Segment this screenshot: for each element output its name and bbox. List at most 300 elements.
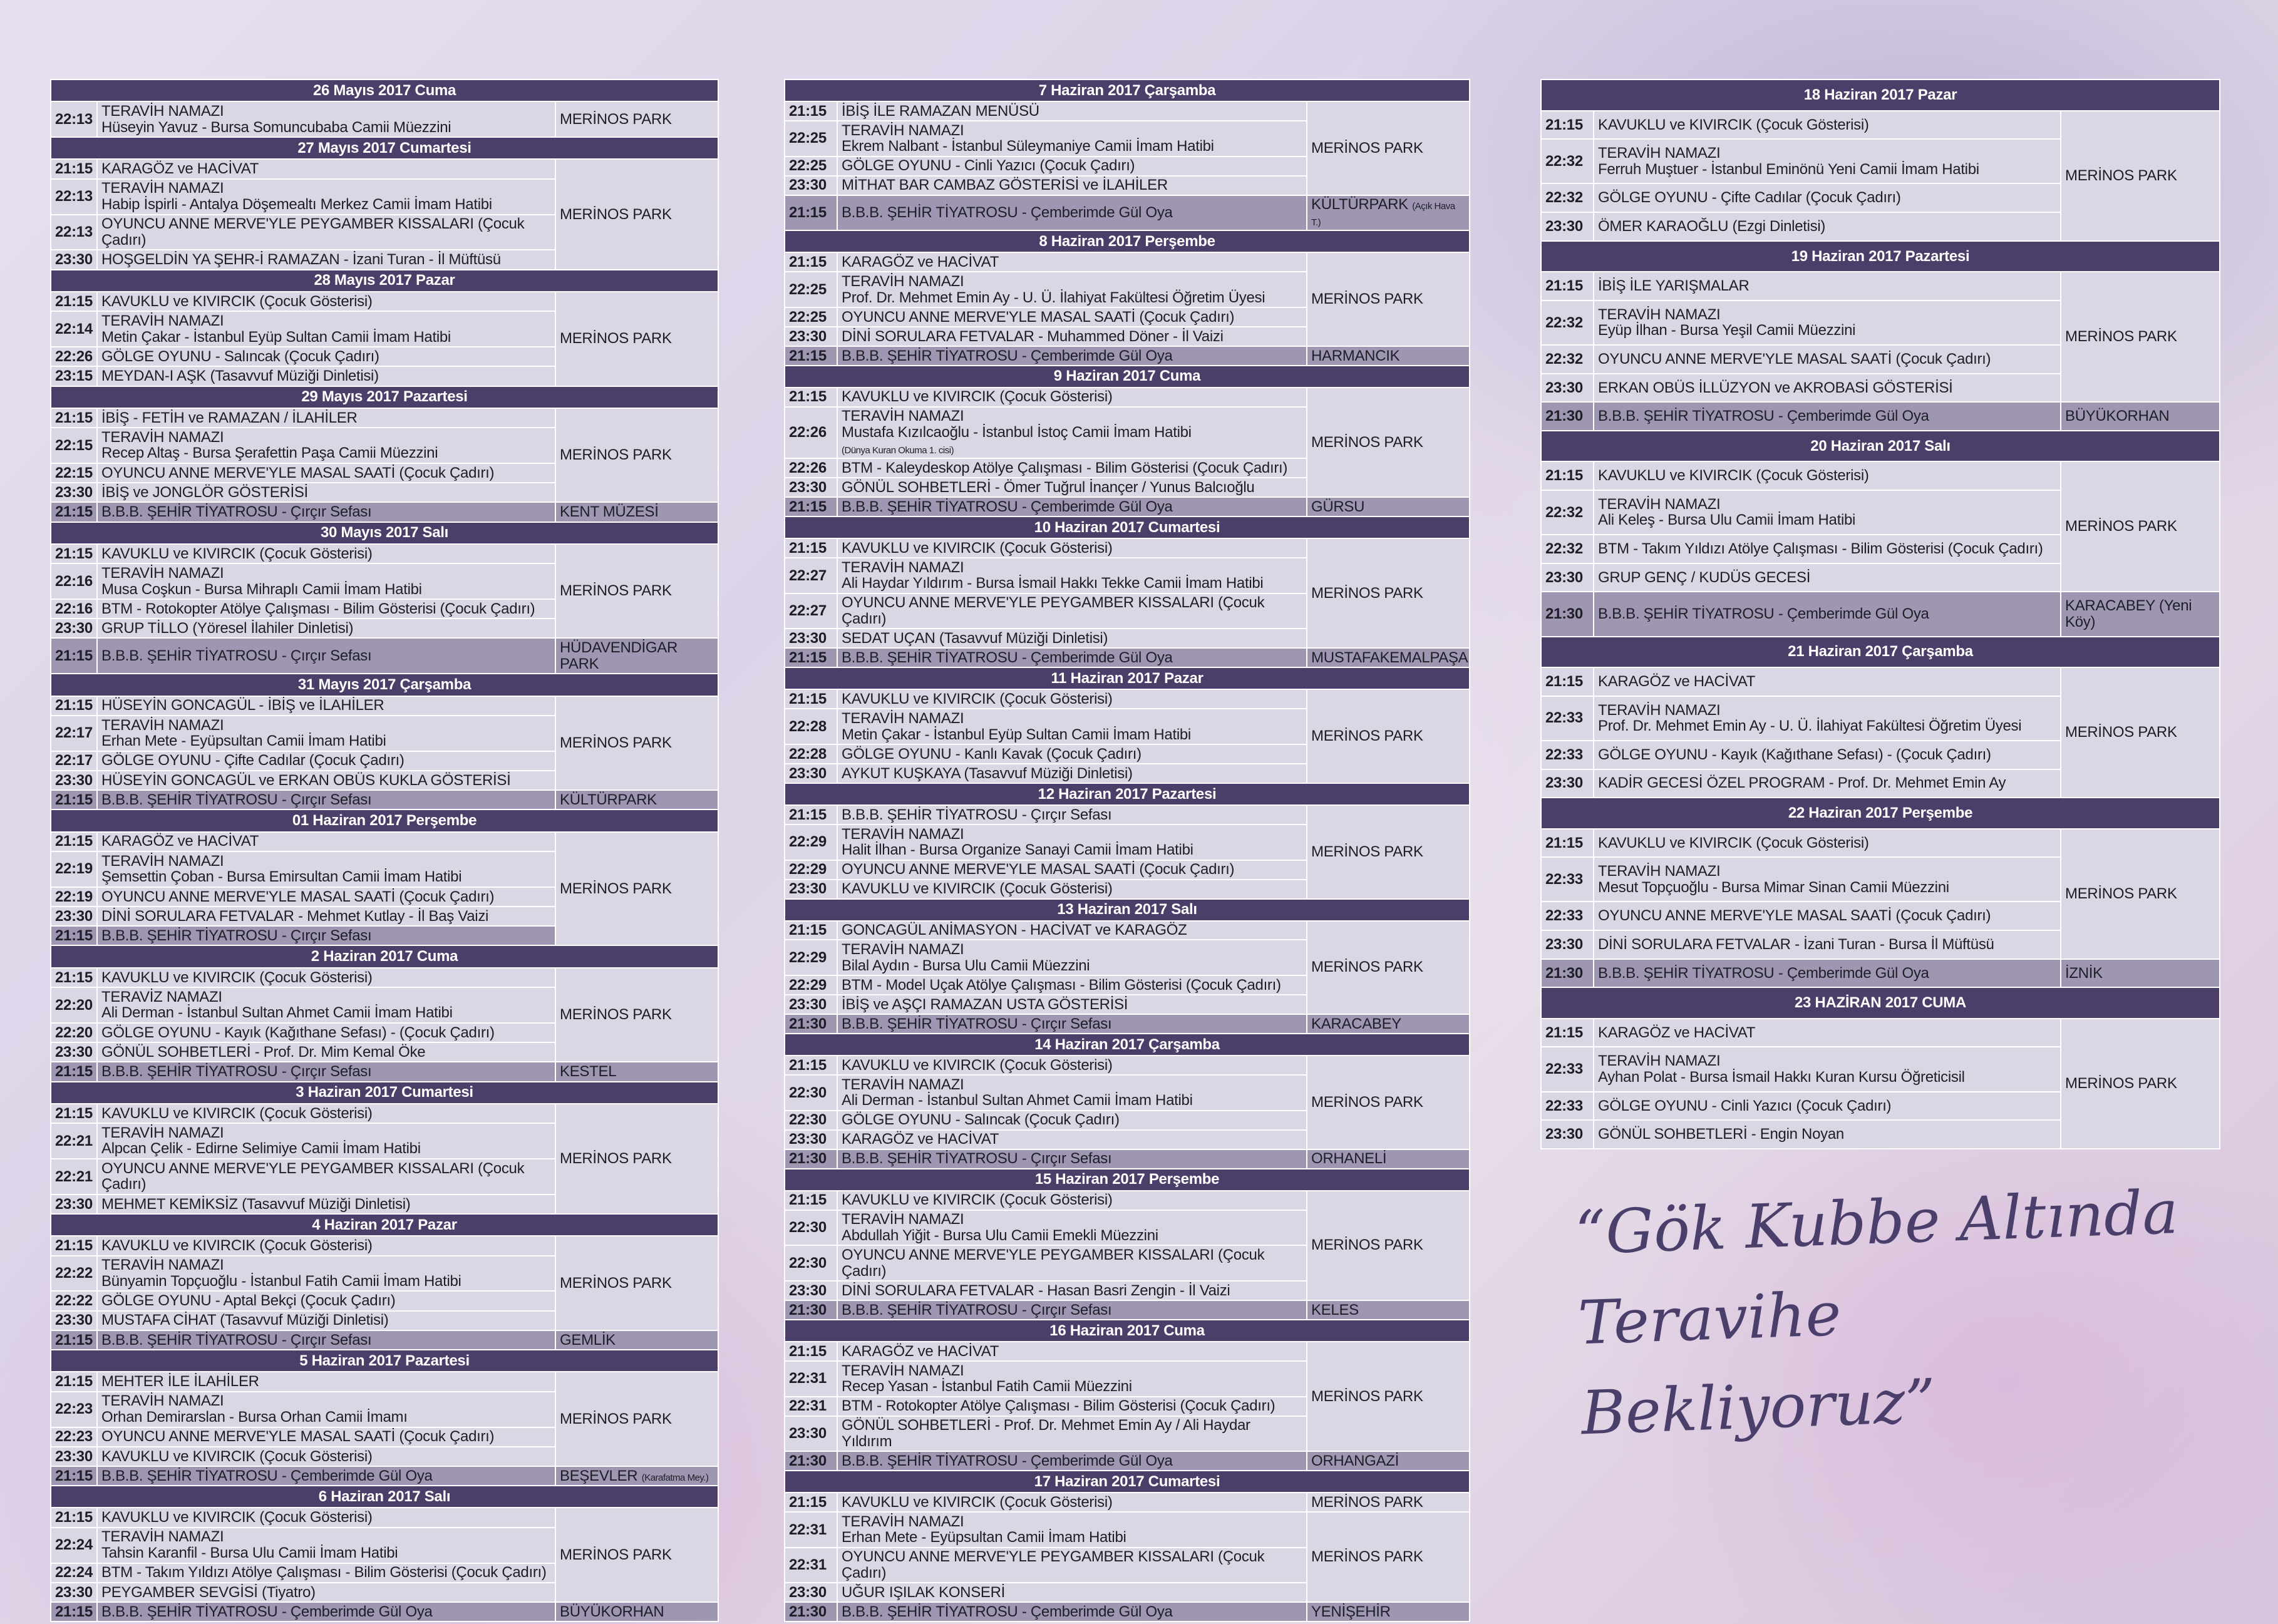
venue-name: MERİNOS PARK — [1311, 584, 1423, 602]
event-line-1: B.B.B. ŞEHİR TİYATROSU - Çırçır Sefası — [101, 791, 372, 808]
venue-name: MERİNOS PARK — [560, 110, 672, 128]
day-header-row — [1541, 80, 2220, 111]
event-venue — [1307, 921, 1470, 1015]
event-title — [97, 463, 555, 483]
schedule-column-3 — [1540, 79, 2220, 1149]
event-line-1: B.B.B. ŞEHİR TİYATROSU - Çemberimde Gül Oya — [842, 1452, 1173, 1469]
event-row — [51, 408, 718, 428]
event-title — [837, 594, 1307, 629]
event-title — [97, 1159, 555, 1195]
event-line-1: KAVUKLU ve KIVIRCIK (Çocuk Gösterisi) — [842, 1191, 1113, 1209]
event-time: 21:15 — [51, 1602, 97, 1621]
event-time: 21:15 — [1541, 667, 1594, 696]
event-title — [1594, 769, 2061, 798]
event-title — [837, 1493, 1307, 1512]
event-line-1: KARAGÖZ ve HACİVAT — [1598, 673, 1756, 691]
event-title — [837, 327, 1307, 346]
event-line-1: B.B.B. ŞEHİR TİYATROSU - Çemberimde Gül Oya — [1598, 408, 1929, 425]
event-venue — [1307, 195, 1470, 231]
day-header: 18 Haziran 2017 Pazar — [1541, 80, 2220, 111]
event-row — [51, 696, 718, 716]
venue-name: BEŞEVLER — [560, 1467, 638, 1484]
event-venue — [1307, 346, 1470, 366]
venue-name: MERİNOS PARK — [2065, 328, 2177, 346]
event-time: 22:32 — [1541, 535, 1594, 563]
venue-name: MERİNOS PARK — [560, 1410, 672, 1427]
event-title — [837, 1281, 1307, 1300]
venue-name: MERİNOS PARK — [2065, 518, 2177, 535]
event-line-1: İBİŞ - FETİH ve RAMAZAN / İLAHİLER — [101, 409, 358, 426]
event-venue — [555, 292, 718, 386]
event-time: 22:14 — [51, 311, 97, 347]
venue-name: YENİŞEHİR — [1311, 1603, 1391, 1621]
event-line-1: B.B.B. ŞEHİR TİYATROSU - Çemberimde Gül Oya — [101, 1603, 433, 1620]
venue-name: ORHANELİ — [1311, 1150, 1387, 1168]
event-title — [1594, 563, 2061, 592]
event-title — [837, 689, 1307, 709]
event-line-1: TERAVİH NAMAZI — [101, 716, 224, 734]
day-header: 19 Haziran 2017 Pazartesi — [1541, 241, 2220, 272]
day-header-row — [1541, 431, 2220, 462]
day-header: 29 Mayıs 2017 Pazartesi — [51, 386, 718, 408]
event-title — [1594, 1047, 2061, 1091]
event-line-1: TERAVİH NAMAZI — [1598, 863, 1721, 880]
event-row — [51, 968, 718, 987]
day-header-row — [51, 522, 718, 544]
event-line-1: TERAVİH NAMAZI — [842, 825, 964, 843]
day-header-row — [51, 1082, 718, 1104]
event-time: 22:13 — [51, 179, 97, 215]
event-title — [837, 921, 1307, 940]
event-line-2: Orhan Demirarslan - Bursa Orhan Camii İmamı — [101, 1409, 408, 1426]
event-line-1: GÖLGE OYUNU - Çifte Cadılar (Çocuk Çadırı) — [101, 752, 405, 769]
event-title — [97, 1062, 555, 1081]
venue-name: MERİNOS PARK — [1311, 1094, 1423, 1111]
event-time: 21:15 — [1541, 1019, 1594, 1047]
event-title — [97, 366, 555, 386]
day-header-row — [1541, 637, 2220, 668]
event-title — [1594, 183, 2061, 212]
event-title — [837, 458, 1307, 478]
event-row — [1541, 111, 2220, 140]
event-time: 21:15 — [51, 1236, 97, 1255]
venue-name: MERİNOS PARK — [1311, 843, 1423, 860]
event-line-1: B.B.B. ŞEHİR TİYATROSU - Çemberimde Gül Oya — [842, 1603, 1173, 1621]
day-header: 22 Haziran 2017 Perşembe — [1541, 798, 2220, 829]
event-title — [1594, 301, 2061, 345]
event-row — [51, 101, 718, 137]
event-line-1: GÖLGE OYUNU - Salıncak (Çocuk Çadırı) — [101, 347, 379, 365]
day-header: 21 Haziran 2017 Çarşamba — [1541, 637, 2220, 668]
event-time: 23:30 — [785, 764, 837, 783]
event-title — [1594, 461, 2061, 490]
event-line-1: GRUP TİLLO (Yöresel İlahiler Dinletisi) — [101, 619, 354, 637]
event-line-2: Halit İlhan - Bursa Organize Sanayi Camii İmam Hatibi — [842, 841, 1193, 859]
day-header: 5 Haziran 2017 Pazartesi — [51, 1350, 718, 1372]
event-time: 22:24 — [51, 1528, 97, 1563]
day-header-row — [51, 809, 718, 831]
event-time: 21:15 — [785, 1342, 837, 1361]
event-title — [1594, 696, 2061, 741]
day-header: 8 Haziran 2017 Perşembe — [785, 230, 1470, 252]
event-line-1: B.B.B. ŞEHİR TİYATROSU - Çemberimde Gül Oya — [842, 347, 1173, 364]
event-time: 22:28 — [785, 744, 837, 764]
event-row — [1541, 1019, 2220, 1047]
event-line-1: KADİR GECESİ ÖZEL PROGRAM - Prof. Dr. Mehmet Emin Ay — [1598, 774, 2006, 792]
event-time: 21:15 — [785, 1493, 837, 1512]
event-line-1: KAVUKLU ve KIVIRCIK (Çocuk Gösterisi) — [101, 969, 373, 986]
event-title — [97, 832, 555, 851]
event-line-1: OYUNCU ANNE MERVE'YLE MASAL SAATİ (Çocuk Çadırı) — [1598, 907, 1991, 925]
event-venue — [555, 1330, 718, 1350]
event-time: 21:15 — [785, 1191, 837, 1210]
event-time: 22:15 — [51, 428, 97, 463]
event-line-1: HOŞGELDİN YA ŞEHR-İ RAMAZAN - İzani Turan - İl Müftüsü — [101, 251, 501, 269]
event-title — [1594, 111, 2061, 140]
event-time: 22:32 — [1541, 183, 1594, 212]
schedule-column-1 — [50, 79, 719, 1622]
event-title — [837, 101, 1307, 121]
event-title — [837, 1342, 1307, 1361]
event-title — [837, 1548, 1307, 1583]
event-line-2: Ferruh Muştuer - İstanbul Eminönü Yeni Camii İmam Hatibi — [1598, 160, 1979, 178]
venue-name: MERİNOS PARK — [1311, 727, 1423, 745]
day-header: 10 Haziran 2017 Cumartesi — [785, 516, 1470, 538]
venue-name: GEMLİK — [560, 1331, 616, 1349]
event-time: 21:15 — [1541, 461, 1594, 490]
event-title — [97, 563, 555, 599]
event-line-2: Metin Çakar - İstanbul Eyüp Sultan Camii İmam Hatibi — [842, 726, 1191, 743]
event-time: 21:15 — [51, 502, 97, 522]
event-title — [837, 478, 1307, 497]
event-time: 21:15 — [785, 538, 837, 558]
day-header-row — [51, 137, 718, 159]
event-line-1: OYUNCU ANNE MERVE'YLE MASAL SAATİ (Çocuk Çadırı) — [1598, 350, 1991, 367]
event-time: 23:30 — [1541, 930, 1594, 959]
event-title — [97, 1447, 555, 1466]
event-line-1: İBİŞ İLE YARIŞMALAR — [1598, 277, 1750, 295]
event-time: 22:28 — [785, 709, 837, 744]
event-title — [837, 1111, 1307, 1130]
event-title — [97, 1583, 555, 1602]
day-header: 01 Haziran 2017 Perşembe — [51, 809, 718, 831]
event-time: 21:15 — [51, 790, 97, 809]
event-time: 23:30 — [51, 771, 97, 790]
event-title — [837, 272, 1307, 307]
event-time: 22:15 — [51, 463, 97, 483]
event-line-1: KARAGÖZ ve HACİVAT — [101, 160, 259, 178]
event-line-2: Prof. Dr. Mehmet Emin Ay - U. Ü. İlahiyat Fakültesi Öğretim Üyesi — [1598, 717, 2022, 735]
event-title — [837, 252, 1307, 272]
event-title — [97, 638, 555, 674]
event-line-1: B.B.B. ŞEHİR TİYATROSU - Çemberimde Gül Oya — [842, 204, 1173, 222]
day-header-row — [51, 386, 718, 408]
venue-name: MUSTAFAKEMALPAŞA — [1311, 649, 1468, 666]
event-time: 21:30 — [1541, 402, 1594, 431]
event-line-2: Ali Keleş - Bursa Ulu Camii İmam Hatibi — [1598, 511, 1856, 529]
event-line-1: GÖLGE OYUNU - Kayık (Kağıthane Sefası) - (Çocuk Çadırı) — [1598, 746, 1991, 763]
day-header-row — [785, 1169, 1470, 1191]
event-line-1: B.B.B. ŞEHİR TİYATROSU - Çırçır Sefası — [101, 1331, 372, 1349]
event-line-1: KAVUKLU ve KIVIRCIK (Çocuk Gösterisi) — [101, 1447, 373, 1465]
event-title — [837, 388, 1307, 407]
day-header-row — [51, 1214, 718, 1236]
event-line-1: KAVUKLU ve KIVIRCIK (Çocuk Gösterisi) — [842, 539, 1113, 557]
event-line-1: TERAVİH NAMAZI — [842, 121, 964, 139]
event-line-1: B.B.B. ŞEHİR TİYATROSU - Çırçır Sefası — [842, 1301, 1112, 1318]
event-line-1: OYUNCU ANNE MERVE'YLE MASAL SAATİ (Çocuk Çadırı) — [101, 888, 495, 905]
event-time: 23:30 — [785, 1416, 837, 1452]
event-title — [97, 716, 555, 751]
venue-name: MERİNOS PARK — [560, 1006, 672, 1024]
event-line-1: TERAVİH NAMAZI — [1598, 1052, 1721, 1070]
event-time: 22:26 — [51, 347, 97, 366]
event-title — [837, 744, 1307, 764]
day-header-row — [51, 674, 718, 696]
event-line-1: KAVUKLU ve KIVIRCIK (Çocuk Gösterisi) — [101, 1237, 373, 1255]
event-time: 22:31 — [785, 1397, 837, 1416]
event-title — [837, 764, 1307, 783]
event-row — [785, 1014, 1470, 1034]
event-title — [837, 629, 1307, 648]
event-time: 23:30 — [51, 1583, 97, 1602]
event-title — [97, 907, 555, 926]
event-row — [1541, 592, 2220, 636]
event-time: 21:15 — [51, 926, 97, 945]
event-time: 22:29 — [785, 860, 837, 880]
event-title — [97, 926, 555, 945]
event-title — [97, 1236, 555, 1255]
event-line-1: ERKAN OBÜS İLLÜZYON ve AKROBASİ GÖSTERİSİ — [1598, 379, 1953, 396]
event-line-1: KAVUKLU ve KIVIRCIK (Çocuk Gösterisi) — [101, 1104, 373, 1122]
venue-name: MERİNOS PARK — [560, 330, 672, 347]
day-header: 7 Haziran 2017 Çarşamba — [785, 80, 1470, 101]
event-line-1: MEYDAN-I AŞK (Tasavvuf Müziği Dinletisi) — [101, 367, 379, 385]
event-time: 22:31 — [785, 1548, 837, 1583]
day-header-row — [785, 899, 1470, 921]
event-title — [837, 157, 1307, 176]
event-line-1: KAVUKLU ve KIVIRCIK (Çocuk Gösterisi) — [842, 388, 1113, 406]
event-time: 21:30 — [785, 1149, 837, 1169]
event-time: 21:15 — [785, 388, 837, 407]
venue-name: KARACABEY (Yeni Köy) — [2065, 597, 2192, 630]
event-venue — [555, 502, 718, 522]
venue-name: MERİNOS PARK — [2065, 885, 2177, 902]
event-line-2: Ali Haydar Yıldırım - Bursa İsmail Hakkı Tekke Camii İmam Hatibi — [842, 575, 1264, 592]
event-row — [51, 1372, 718, 1391]
event-line-1: KARAGÖZ ve HACİVAT — [842, 1131, 999, 1148]
event-venue — [1307, 497, 1470, 516]
event-time: 21:15 — [51, 696, 97, 716]
event-venue — [1307, 388, 1470, 497]
event-title — [837, 195, 1307, 231]
event-time: 23:30 — [1541, 769, 1594, 798]
event-row — [51, 790, 718, 809]
event-title — [837, 538, 1307, 558]
event-line-1: MUSTAFA CİHAT (Tasavvuf Müziği Dinletisi) — [101, 1312, 389, 1329]
day-header: 2 Haziran 2017 Cuma — [51, 945, 718, 967]
event-time: 22:22 — [51, 1291, 97, 1310]
event-time: 22:24 — [51, 1563, 97, 1583]
event-title — [97, 483, 555, 502]
slogan-line-2: Teravihe Bekliyoruz” — [1577, 1278, 1937, 1449]
venue-name: MERİNOS PARK — [1311, 1493, 1423, 1511]
event-title — [837, 825, 1307, 860]
event-line-1: BTM - Rotokopter Atölye Çalışması - Bilim Gösterisi (Çocuk Çadırı) — [842, 1397, 1276, 1415]
event-time: 22:16 — [51, 599, 97, 619]
venue-name: MERİNOS PARK — [2065, 724, 2177, 741]
event-line-1: AYKUT KUŞKAYA (Tasavvuf Müziği Dinletisi) — [842, 764, 1133, 782]
event-venue — [555, 408, 718, 503]
day-header-row — [785, 1320, 1470, 1342]
day-header-row — [785, 1471, 1470, 1493]
event-line-1: TERAVİH NAMAZI — [101, 103, 224, 120]
event-venue — [2061, 111, 2220, 241]
event-row — [785, 921, 1470, 940]
event-line-1: OYUNCU ANNE MERVE'YLE PEYGAMBER KISSALARI (Çocuk Çadırı) — [842, 1246, 1265, 1280]
venue-note: (Açık Hava T.) — [1311, 201, 1455, 228]
event-time: 22:32 — [1541, 139, 1594, 183]
event-title — [837, 497, 1307, 516]
event-time: 22:25 — [785, 121, 837, 157]
event-row — [51, 638, 718, 674]
event-title — [97, 1466, 555, 1486]
event-title — [1594, 902, 2061, 930]
event-time: 22:29 — [785, 975, 837, 995]
event-time: 22:30 — [785, 1075, 837, 1111]
event-row — [785, 689, 1470, 709]
venue-name: MERİNOS PARK — [2065, 1074, 2177, 1092]
venue-name: BÜYÜKORHAN — [2065, 408, 2170, 425]
event-line-1: OYUNCU ANNE MERVE'YLE PEYGAMBER KISSALARI (Çocuk Çadırı) — [842, 594, 1265, 628]
event-line-1: OYUNCU ANNE MERVE'YLE MASAL SAATİ (Çocuk Çadırı) — [101, 1428, 495, 1446]
event-line-2: Bilal Aydın - Bursa Ulu Camii Müezzini — [842, 957, 1090, 974]
event-title — [837, 1397, 1307, 1416]
event-line-1: KARAGÖZ ve HACİVAT — [1598, 1024, 1756, 1041]
day-header: 4 Haziran 2017 Pazar — [51, 1214, 718, 1236]
event-venue — [1307, 1191, 1470, 1300]
event-line-1: DİNİ SORULARA FETVALAR - Muhammed Döner - İl Vaizi — [842, 327, 1224, 345]
event-title — [97, 250, 555, 269]
event-line-1: KAVUKLU ve KIVIRCIK (Çocuk Gösterisi) — [842, 880, 1113, 898]
slogan-line-1: “Gök Kubbe Altında — [1574, 1176, 2180, 1268]
event-venue — [1307, 648, 1470, 667]
event-title — [1594, 1092, 2061, 1121]
event-line-2: Erhan Mete - Eyüpsultan Camii İmam Hatibi — [842, 1529, 1126, 1546]
venue-note: (Karafatma Mey.) — [641, 1472, 709, 1483]
event-venue — [1307, 1300, 1470, 1320]
event-title — [1594, 1019, 2061, 1047]
event-title — [97, 751, 555, 771]
event-time: 22:25 — [785, 307, 837, 327]
event-venue — [1307, 805, 1470, 899]
event-line-2: Mustafa Kızılcaoğlu - İstanbul İstoç Camii İmam Hatibi — [842, 424, 1192, 441]
event-title — [837, 1416, 1307, 1452]
day-header-row — [785, 230, 1470, 252]
event-line-1: TERAVİH NAMAZI — [101, 1257, 224, 1274]
event-time: 22:32 — [1541, 301, 1594, 345]
event-time: 23:30 — [785, 1583, 837, 1602]
event-line-1: TERAVİH NAMAZI — [1598, 306, 1721, 323]
event-line-1: OYUNCU ANNE MERVE'YLE MASAL SAATİ (Çocuk Çadırı) — [842, 308, 1235, 326]
event-line-1: MEHMET KEMİKSİZ (Tasavvuf Müziği Dinletisi) — [101, 1195, 411, 1213]
event-title — [97, 428, 555, 463]
venue-name: MERİNOS PARK — [560, 880, 672, 897]
event-title — [837, 1451, 1307, 1471]
event-title — [97, 179, 555, 215]
event-title — [1594, 272, 2061, 301]
event-time: 23:30 — [785, 478, 837, 497]
event-line-1: UĞUR IŞILAK KONSERİ — [842, 1584, 1006, 1601]
event-line-1: KAVUKLU ve KIVIRCIK (Çocuk Gösterisi) — [1598, 467, 1869, 485]
event-row — [785, 346, 1470, 366]
venue-name: HÜDAVENDİGAR PARK — [560, 639, 678, 672]
event-time: 23:30 — [51, 1195, 97, 1214]
event-line-1: OYUNCU ANNE MERVE'YLE MASAL SAATİ (Çocuk Çadırı) — [101, 464, 495, 481]
event-line-1: KAVUKLU ve KIVIRCIK (Çocuk Gösterisi) — [101, 1509, 373, 1526]
event-title — [837, 1191, 1307, 1210]
event-time: 21:15 — [785, 648, 837, 667]
event-time: 23:30 — [51, 483, 97, 502]
event-line-1: GÖLGE OYUNU - Cinli Yazıcı (Çocuk Çadırı) — [842, 157, 1135, 175]
event-row — [785, 252, 1470, 272]
day-header-row — [785, 667, 1470, 689]
event-time: 23:30 — [51, 1447, 97, 1466]
event-time: 22:22 — [51, 1256, 97, 1292]
event-venue — [2061, 592, 2220, 636]
event-title — [97, 159, 555, 178]
event-line-1: İBİŞ ve JONGLÖR GÖSTERİSİ — [101, 483, 308, 501]
event-row — [51, 1236, 718, 1255]
event-line-1: B.B.B. ŞEHİR TİYATROSU - Çırçır Sefası — [842, 1015, 1112, 1032]
event-line-2: Prof. Dr. Mehmet Emin Ay - U. Ü. İlahiyat Fakültesi Öğretim Üyesi — [842, 289, 1265, 306]
event-time: 21:15 — [785, 101, 837, 121]
event-time: 22:32 — [1541, 490, 1594, 535]
event-time: 22:19 — [51, 887, 97, 907]
event-title — [97, 1256, 555, 1292]
day-header: 23 HAZİRAN 2017 CUMA — [1541, 987, 2220, 1019]
event-line-1: KAVUKLU ve KIVIRCIK (Çocuk Gösterisi) — [1598, 834, 1869, 851]
event-row — [785, 805, 1470, 825]
day-header: 27 Mayıs 2017 Cumartesi — [51, 137, 718, 159]
event-line-1: GÖNÜL SOHBETLERİ - Ömer Tuğrul İnançer / Yunus Balcıoğlu — [842, 478, 1255, 496]
event-time: 23:30 — [1541, 1120, 1594, 1149]
event-time: 21:15 — [1541, 111, 1594, 140]
event-title — [837, 1583, 1307, 1602]
venue-name: MERİNOS PARK — [2065, 167, 2177, 184]
event-venue — [555, 1508, 718, 1602]
event-title — [837, 709, 1307, 744]
venue-name: KARACABEY — [1311, 1015, 1402, 1032]
event-line-1: B.B.B. ŞEHİR TİYATROSU - Çırçır Sefası — [101, 927, 372, 945]
event-title — [97, 1104, 555, 1123]
event-title — [1594, 212, 2061, 241]
event-time: 21:15 — [51, 1330, 97, 1350]
event-title — [97, 599, 555, 619]
event-line-1: GÖLGE OYUNU - Kayık (Kağıthane Sefası) - (Çocuk Çadırı) — [101, 1024, 495, 1041]
event-title — [1594, 959, 2061, 988]
event-line-2: Ekrem Nalbant - İstanbul Süleymaniye Camii İmam Hatibi — [842, 138, 1214, 155]
event-line-1: TERAVİH NAMAZI — [101, 180, 224, 197]
event-line-2: Şemsettin Çoban - Bursa Emirsultan Camii İmam Hatibi — [101, 868, 462, 886]
event-time: 21:30 — [785, 1300, 837, 1320]
event-venue — [2061, 461, 2220, 592]
event-line-1: TERAVİH NAMAZI — [101, 1528, 224, 1546]
event-title — [97, 851, 555, 887]
event-title — [97, 1372, 555, 1391]
event-time: 22:23 — [51, 1392, 97, 1427]
event-line-1: B.B.B. ŞEHİR TİYATROSU - Çırçır Sefası — [101, 1063, 372, 1081]
